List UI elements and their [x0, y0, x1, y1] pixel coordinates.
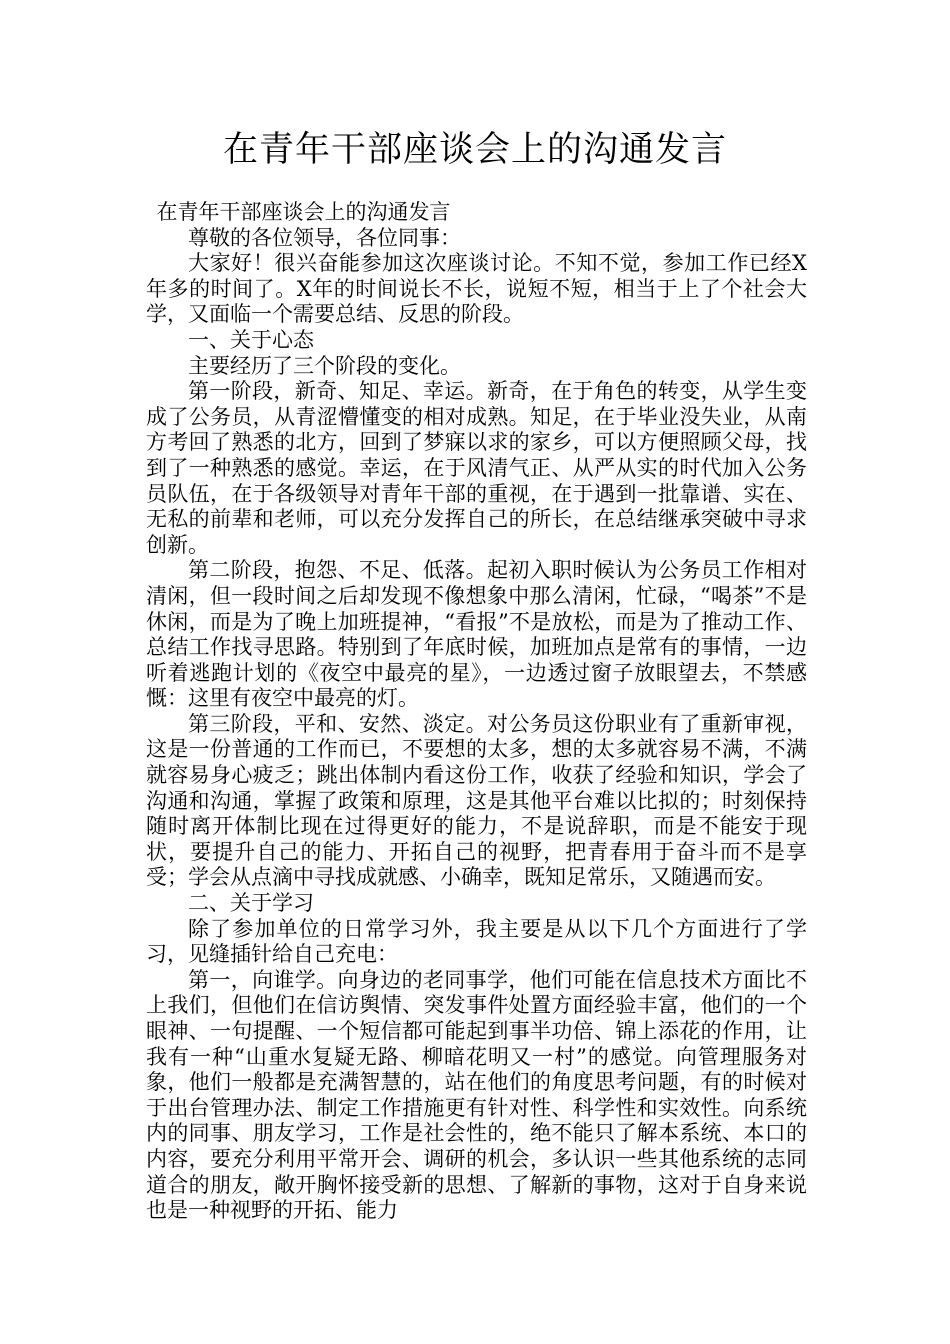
section-heading-learning: 二、关于学习 [188, 891, 314, 916]
document-body [146, 200, 807, 1224]
paragraph-greeting: 尊敬的各位领导，各位同事： [188, 225, 461, 250]
document-title: 在青年干部座谈会上的沟通发言 [222, 130, 727, 170]
paragraph: 第一，向谁学。向身边的老同事学，他们可能在信息技术方面比不上我们，但他们在信访舆情、突发事件处置方面经验丰富，他们的一个眼神、一句提醒、一个短信都可能起到事半功倍、锦上添花的作用，让我有一种“山重水复疑无路、柳暗花明又一村”的感觉。向管理服务对象，他们一般都是充满智慧的，站在他们的角度思考问题，有的时候对于出台管理办法、制定工作措施更有针对性、科学性和实效性。向系统内的同事、朋友学习，工作是社会性的，绝不能只了解本系统、本口的内容，要充分利用平常开会、调研的机会，多认识一些其他系统的志同道合的朋友，敞开胸怀接受新的思想、了解新的事物，这对于自身来说也是一种视野的开拓、能力 [146, 967, 807, 1223]
paragraph: 第二阶段，抱怨、不足、低落。起初入职时候认为公务员工作相对清闲，但一段时间之后却发现不像想象中那么清闲，忙碌，“喝茶”不是休闲，而是为了晚上加班提神，“看报”不是放松，而是为了推动工作、总结工作找寻思路。特别到了年底时候，加班加点是常有的事情，一边听着逃跑计划的《夜空中最亮的星》，一边透过窗子放眼望去，不禁感慨：这里有夜空中最亮的灯。 [146, 558, 807, 711]
paragraph: 除了参加单位的日常学习外，我主要是从以下几个方面进行了学习，见缝插针给自己充电： [146, 916, 807, 967]
paragraph-intro: 大家好！很兴奋能参加这次座谈讨论。不知不觉，参加工作已经X年多的时间了。X年的时间说长不长，说短不短，相当于上了个社会大学，又面临一个需要总结、反思的阶段。 [146, 251, 807, 327]
paragraph: 第三阶段，平和、安然、淡定。对公务员这份职业有了重新审视，这是一份普通的工作而已，不要想的太多，想的太多就容易不满，不满就容易身心疲乏；跳出体制内看这份工作，收获了经验和知识，学会了沟通和沟通，掌握了政策和原理，这是其他平台难以比拟的；时刻保持随时离开体制比现在过得更好的能力，不是说辞职，而是不能安于现状，要提升自己的能力、开拓自己的视野，把青春用于奋斗而不是享受；学会从点滴中寻找成就感、小确幸，既知足常乐，又随遇而安。 [146, 711, 807, 890]
paragraph: 主要经历了三个阶段的变化。 [188, 353, 461, 378]
document-subtitle: 在青年干部座谈会上的沟通发言 [156, 200, 451, 224]
paragraph: 第一阶段，新奇、知足、幸运。新奇，在于角色的转变，从学生变成了公务员，从青涩懵懂变的相对成熟。知足，在于毕业没失业，从南方考回了熟悉的北方，回到了梦寐以求的家乡，可以方便照顾父母，找到了一种熟悉的感觉。幸运，在于风清气正、从严从实的时代加入公务员队伍，在于各级领导对青年干部的重视，在于遇到一批靠谱、实在、无私的前辈和老师，可以充分发挥自己的所长，在总结继承突破中寻求创新。 [146, 379, 807, 557]
section-heading-mindset: 一、关于心态 [188, 327, 314, 352]
